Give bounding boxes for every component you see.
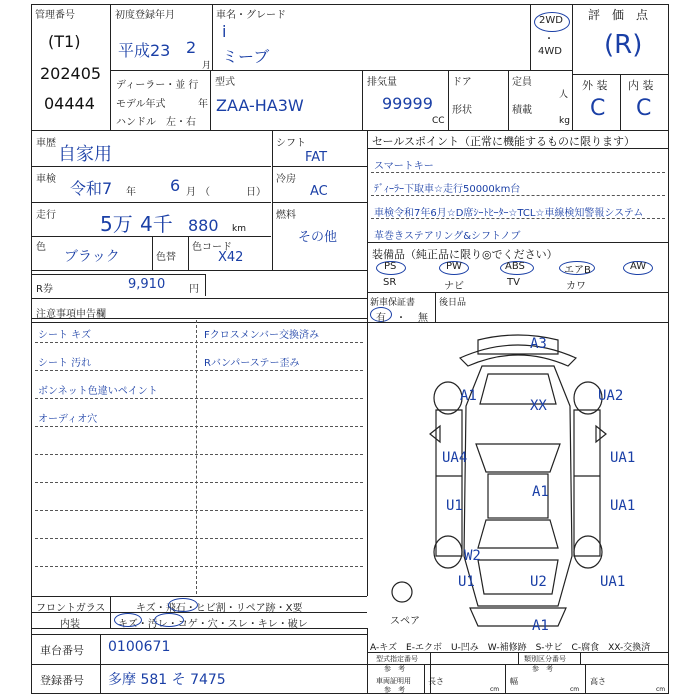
dmg-hood: XX <box>530 398 547 414</box>
mileage-man: 5万 <box>100 212 133 236</box>
shape-label: 形状 <box>452 105 472 116</box>
reg-cert-label: 車両証明用 <box>376 677 411 685</box>
color-code-value: X42 <box>218 250 244 265</box>
displacement-label: 排気量 <box>367 77 397 88</box>
mgmt-code: (T1) <box>48 32 81 51</box>
class-label: 類別区分番号 <box>524 655 566 663</box>
int-grade: C <box>636 96 652 121</box>
rear-bumper-shape <box>470 608 566 626</box>
dmg-front-left: A1 <box>460 388 477 404</box>
load-label: 積載 <box>512 105 532 116</box>
recycle-value: 9,910 <box>128 277 166 292</box>
mileage-sen: 4千 <box>140 212 173 236</box>
handle-label: ハンドル 左・右 <box>116 117 196 128</box>
glass-options: キズ・飛石・ヒビ割・リペア跡・X要 <box>136 603 303 614</box>
dmg-left-rear-wheel: W2 <box>464 548 481 564</box>
equip-aw: AW <box>630 261 647 272</box>
equip-leather: カワ <box>566 281 586 292</box>
sales-points-title: セールスポイント（正常に機能するものに限ります） <box>372 135 636 148</box>
equip-ps: PS <box>384 261 397 272</box>
history-value: 自家用 <box>58 144 112 165</box>
drive-4wd: 4WD <box>538 46 562 57</box>
spare-label: スペア <box>390 616 420 627</box>
fuel-label: 燃料 <box>276 210 296 221</box>
door-label: ドア <box>452 77 472 88</box>
dmg-left-rear-door: U1 <box>446 498 463 514</box>
carname-label: 車名・グレード <box>216 10 286 21</box>
wheel-front-left <box>434 382 462 414</box>
recycle-unit: 円 <box>189 284 199 295</box>
fuel-value: その他 <box>298 230 338 245</box>
kg-unit: kg <box>559 116 570 126</box>
equip-navi: ナビ <box>444 281 464 292</box>
glass-stone-circle <box>168 598 198 612</box>
length-cm: cm <box>490 686 500 693</box>
interior-scratch-circle <box>114 613 142 627</box>
cert-label: 型式指定番号 <box>376 655 418 663</box>
reg-era: 平成23 <box>118 41 171 60</box>
equip-pw: PW <box>446 261 462 272</box>
inspection-month: 6 <box>170 176 181 195</box>
sales-point-1: スマートキー <box>374 161 434 172</box>
color-change-label: 色替 <box>156 252 176 263</box>
mileage-label: 走行 <box>36 210 56 221</box>
model-year-label: モデル年式 <box>116 99 166 110</box>
drive-dot: ・ <box>544 34 554 45</box>
interior-label: 内装 <box>60 619 80 630</box>
history-label: 車歴 <box>36 138 56 149</box>
inspection-day-unit: 日） <box>246 187 266 198</box>
dmg-right-front-door: UA1 <box>610 450 636 466</box>
dmg-right-rear-door: UA1 <box>610 498 636 514</box>
car-name-line2: ミーブ <box>222 47 270 66</box>
glass-label: フロントガラス <box>36 603 106 614</box>
inspection-month-unit: 月 <box>186 187 196 198</box>
car-name-line1: i <box>222 22 227 41</box>
chassis-value: 0100671 <box>108 639 171 655</box>
ac-label: 冷房 <box>276 174 296 185</box>
width-label: 幅 <box>510 677 518 686</box>
ac-value: AC <box>310 184 328 199</box>
dmg-front-right: UA2 <box>598 388 624 404</box>
color-value: ブラック <box>64 249 120 265</box>
sales-point-3: 車検令和7年6月☆D席ｼｰﾄﾋｰﾀｰ☆TCL☆車線検知警報システム <box>374 208 644 219</box>
type-label: 型式 <box>215 77 235 88</box>
inspection-paren: （ <box>200 187 210 198</box>
damage-legend: A-キズ E-エクボ U-凹み W-補修跡 S-サビ C-腐食 XX-交換済 <box>370 643 651 653</box>
dmg-rear-left: U1 <box>458 574 475 590</box>
inspection-year-unit: 年 <box>126 187 136 198</box>
plate-label: 登録番号 <box>40 674 84 687</box>
caution-left-2: シート 汚れ <box>38 358 92 369</box>
reg-date-label: 初度登録年月 <box>115 10 175 21</box>
later-items-label: 後日品 <box>439 298 467 308</box>
caution-right-2: Rバンパーステー歪み <box>204 358 300 369</box>
reg-cert-sub: 参 考 <box>384 686 405 694</box>
equip-sr: SR <box>383 277 397 288</box>
length-label: 長さ <box>428 677 444 686</box>
year-unit: 年 <box>198 99 208 110</box>
warranty-yes: 有 <box>376 313 386 324</box>
displacement-value: 99999 <box>382 94 433 113</box>
shift-value: FAT <box>305 150 328 165</box>
plate-value: 多摩 581 そ 7475 <box>108 672 226 688</box>
dmg-trunk: U2 <box>530 574 547 590</box>
interior-stain-circle <box>154 613 184 627</box>
mgmt-number-1: 202405 <box>40 64 102 83</box>
equipment-title: 装備品（純正品に限り◎でください） <box>372 248 558 261</box>
drive-2wd: 2WD <box>539 15 563 26</box>
recycle-label: R券 <box>36 284 53 295</box>
shift-label: シフト <box>276 138 306 149</box>
ext-label: 外 装 <box>582 79 608 92</box>
mgmt-label: 管理番号 <box>35 10 75 21</box>
mileage-km-unit: km <box>232 224 246 234</box>
dmg-roof: A1 <box>532 484 549 500</box>
wheel-rear-right <box>574 536 602 568</box>
interior-options: キズ・汚レ・コゲ・穴・スレ・キレ・破レ <box>118 619 308 630</box>
wheel-rear-left <box>434 536 462 568</box>
color-code-label: 色コード <box>192 242 232 253</box>
equip-airbag: エアB <box>564 265 591 276</box>
color-label: 色 <box>36 242 46 253</box>
sales-point-2: ﾃﾞｨｰﾗｰ下取車☆走行50000km台 <box>374 184 521 195</box>
sales-point-4: 革巻きステアリング&シフトノブ <box>374 231 521 242</box>
month-unit: 月 <box>202 61 212 71</box>
cert-sub: 参 考 <box>384 665 405 673</box>
ext-grade: C <box>590 96 606 121</box>
caution-right-1: Fクロスメンバー交換済み <box>204 330 320 341</box>
spare-tire-shape <box>392 582 412 602</box>
dmg-rear-bumper: A1 <box>532 618 549 634</box>
int-label: 内 装 <box>628 79 654 92</box>
type-value: ZAA-HA3W <box>216 96 304 115</box>
caution-left-1: シート キズ <box>38 330 91 341</box>
windshield-shape <box>476 444 560 472</box>
capacity-label: 定員 <box>512 77 532 88</box>
caution-left-3: ボンネット色違いペイント <box>38 386 158 397</box>
person-unit: 人 <box>559 90 569 100</box>
reg-month: 2 <box>186 38 197 57</box>
warranty-sep: ・ <box>396 313 406 324</box>
mileage-rest: 880 <box>188 216 219 235</box>
class-sub: 参 考 <box>532 665 553 673</box>
chassis-label: 車台番号 <box>40 644 84 657</box>
dmg-front-bumper: A3 <box>530 336 547 352</box>
width-cm: cm <box>570 686 580 693</box>
eval-label: 評 価 点 <box>588 8 649 22</box>
eval-score: (R) <box>604 30 643 60</box>
height-cm: cm <box>656 686 666 693</box>
warranty-label: 新車保証書 <box>370 298 416 308</box>
inspection-era: 令和7 <box>70 179 113 198</box>
equip-abs: ABS <box>505 261 525 272</box>
mgmt-number-2: 04444 <box>44 94 95 113</box>
rear-glass-shape <box>478 520 558 548</box>
dealer-label: ディーラー・並 行 <box>116 80 199 91</box>
caution-title: 注意事項申告欄 <box>36 309 106 320</box>
dmg-left-front-door: UA4 <box>442 450 468 466</box>
dmg-rear-right: UA1 <box>600 574 626 590</box>
height-label: 高さ <box>590 677 606 686</box>
inspection-label: 車検 <box>36 174 56 185</box>
caution-left-4: オーディオ穴 <box>38 414 98 425</box>
equip-tv: TV <box>507 277 520 288</box>
warranty-no: 無 <box>418 313 428 324</box>
cc-unit: CC <box>432 116 445 126</box>
